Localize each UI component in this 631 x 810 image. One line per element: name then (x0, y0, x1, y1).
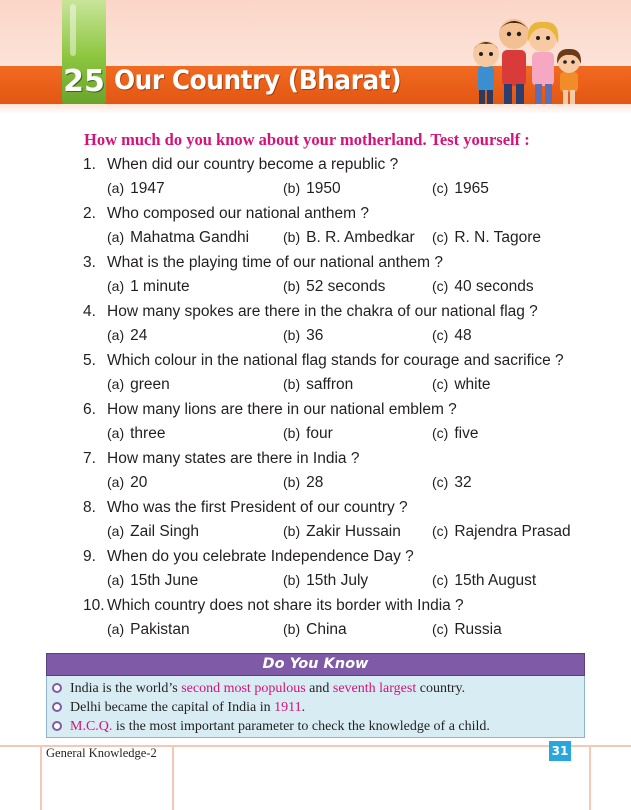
option-label: (c) (432, 474, 449, 490)
question-label: How many spokes are there in the chakra of our national flag ? (107, 303, 538, 320)
question-label: Which country does not share its border with India ? (107, 597, 464, 614)
option-text: 24 (130, 327, 148, 344)
quiz-subtitle: How much do you know about your motherland. Test yourself : (84, 130, 530, 149)
footer-divider-left (40, 745, 42, 810)
option-text: Zakir Hussain (306, 523, 401, 540)
question-label: Who was the first President of our country ? (107, 499, 408, 516)
answer-option (283, 376, 353, 394)
answer-option (107, 523, 199, 541)
question-text (83, 205, 369, 223)
answer-option (107, 425, 165, 443)
option-label: (a) (107, 572, 125, 588)
option-text: 15th July (306, 572, 369, 589)
answer-option (432, 425, 478, 443)
option-label: (c) (432, 278, 449, 294)
answer-option (432, 621, 502, 639)
question-number: 8. (83, 499, 96, 516)
question-text (83, 352, 564, 370)
option-label: (c) (432, 229, 449, 245)
option-label: (b) (283, 425, 301, 441)
answer-option (432, 376, 491, 394)
option-text: 32 (454, 474, 472, 491)
question-number: 6. (83, 401, 96, 418)
option-text: 36 (306, 327, 324, 344)
question-number: 3. (83, 254, 96, 271)
option-text: 1965 (454, 180, 489, 197)
question-label: Who composed our national anthem ? (107, 205, 369, 222)
option-label: (c) (432, 327, 449, 343)
footer-divider-right (589, 745, 591, 810)
option-label: (a) (107, 180, 125, 196)
answer-option (283, 523, 401, 541)
bullet-icon (52, 721, 62, 731)
option-label: (a) (107, 376, 125, 392)
question-label: How many states are there in India ? (107, 450, 360, 467)
fact-text: and (305, 681, 333, 696)
option-text: 20 (130, 474, 148, 491)
question-text (83, 597, 464, 615)
answer-option (107, 376, 170, 394)
question-number: 5. (83, 352, 96, 369)
answer-option (107, 278, 190, 296)
answer-option (107, 327, 147, 345)
answer-option (283, 278, 385, 296)
answer-option (283, 229, 415, 247)
answer-option (107, 180, 165, 198)
answer-option (432, 180, 489, 198)
option-label: (b) (283, 572, 301, 588)
question-text (83, 254, 443, 272)
fact-highlight: seventh largest (332, 681, 417, 696)
option-text: white (454, 376, 491, 393)
footer-divider-mid (172, 745, 174, 810)
answer-option (432, 572, 536, 590)
option-label: (c) (432, 572, 449, 588)
bullet-icon (52, 683, 62, 693)
option-label: (a) (107, 327, 125, 343)
family-cartoon-icon (466, 14, 588, 106)
question-number: 10. (83, 597, 105, 614)
option-text: Russia (454, 621, 502, 638)
question-label: When do you celebrate Independence Day ? (107, 548, 414, 565)
question-label: How many lions are there in our national emblem ? (107, 401, 457, 418)
did-you-know-heading (46, 653, 585, 676)
question-number: 7. (83, 450, 96, 467)
answer-option (283, 621, 347, 639)
option-label: (c) (432, 621, 449, 637)
page-number: 31 (549, 741, 571, 761)
question-text (83, 450, 359, 468)
chapter-title: Our Country (Bharat) (114, 65, 402, 96)
option-text: China (306, 621, 347, 638)
option-label: (a) (107, 621, 125, 637)
option-label: (a) (107, 474, 125, 490)
option-text: four (306, 425, 333, 442)
option-text: 48 (454, 327, 472, 344)
option-text: 52 seconds (306, 278, 386, 295)
question-label: When did our country become a republic ? (107, 156, 399, 173)
option-label: (b) (283, 180, 301, 196)
fact-highlight: second most populous (181, 681, 306, 696)
question-number: 9. (83, 548, 96, 565)
fact-item (52, 700, 305, 716)
fact-text: India is the world’s (70, 681, 182, 696)
answer-option (283, 572, 368, 590)
answer-option (107, 474, 147, 492)
fact-item (52, 719, 490, 735)
option-label: (a) (107, 229, 125, 245)
did-you-know-heading-text: Do You Know (262, 656, 369, 672)
answer-option (432, 229, 541, 247)
option-text: Zail Singh (130, 523, 200, 540)
answer-option (283, 327, 323, 345)
option-text: B. R. Ambedkar (306, 229, 415, 246)
question-number: 1. (83, 156, 96, 173)
book-title: General Knowledge-2 (46, 746, 157, 760)
answer-option (432, 474, 472, 492)
answer-option (432, 523, 571, 541)
question-number: 2. (83, 205, 96, 222)
option-text: green (130, 376, 170, 393)
question-number: 4. (83, 303, 96, 320)
option-text: R. N. Tagore (454, 229, 542, 246)
option-label: (b) (283, 229, 301, 245)
answer-option (283, 474, 323, 492)
answer-option (283, 180, 341, 198)
answer-option (432, 278, 534, 296)
answer-option (283, 425, 333, 443)
fact-highlight: M.C.Q. (70, 719, 113, 734)
option-label: (c) (432, 180, 449, 196)
option-text: saffron (306, 376, 354, 393)
option-label: (c) (432, 376, 449, 392)
chapter-number: 25 (63, 64, 105, 99)
option-label: (b) (283, 278, 301, 294)
option-label: (a) (107, 425, 125, 441)
question-text (83, 303, 538, 321)
option-text: three (130, 425, 166, 442)
option-label: (b) (283, 523, 301, 539)
option-label: (b) (283, 327, 301, 343)
option-label: (b) (283, 376, 301, 392)
option-text: 15th August (454, 572, 537, 589)
option-label: (c) (432, 523, 449, 539)
question-label: Which colour in the national flag stands for courage and sacrifice ? (107, 352, 564, 369)
option-label: (c) (432, 425, 449, 441)
option-text: 1 minute (130, 278, 190, 295)
option-text: 15th June (130, 572, 199, 589)
option-text: 1947 (130, 180, 165, 197)
question-text (83, 156, 398, 174)
option-label: (b) (283, 621, 301, 637)
option-text: 28 (306, 474, 324, 491)
answer-option (107, 229, 249, 247)
fact-text: country. (416, 681, 466, 696)
fact-highlight: 1911 (274, 700, 302, 715)
option-label: (b) (283, 474, 301, 490)
option-text: Pakistan (130, 621, 190, 638)
option-text: five (454, 425, 479, 442)
fact-item (52, 681, 465, 697)
option-label: (a) (107, 278, 125, 294)
option-label: (a) (107, 523, 125, 539)
question-text (83, 499, 408, 517)
answer-option (107, 621, 190, 639)
question-text (83, 548, 414, 566)
answer-option (432, 327, 472, 345)
question-label: What is the playing time of our national anthem ? (107, 254, 444, 271)
answer-option (107, 572, 198, 590)
fact-text: is the most important parameter to check the knowledge of a child. (112, 719, 490, 734)
option-text: Mahatma Gandhi (130, 229, 250, 246)
bullet-icon (52, 702, 62, 712)
option-text: Rajendra Prasad (454, 523, 571, 540)
fact-text: . (301, 700, 306, 715)
option-text: 1950 (306, 180, 341, 197)
fact-text: Delhi became the capital of India in (70, 700, 275, 715)
question-text (83, 401, 457, 419)
option-text: 40 seconds (454, 278, 534, 295)
